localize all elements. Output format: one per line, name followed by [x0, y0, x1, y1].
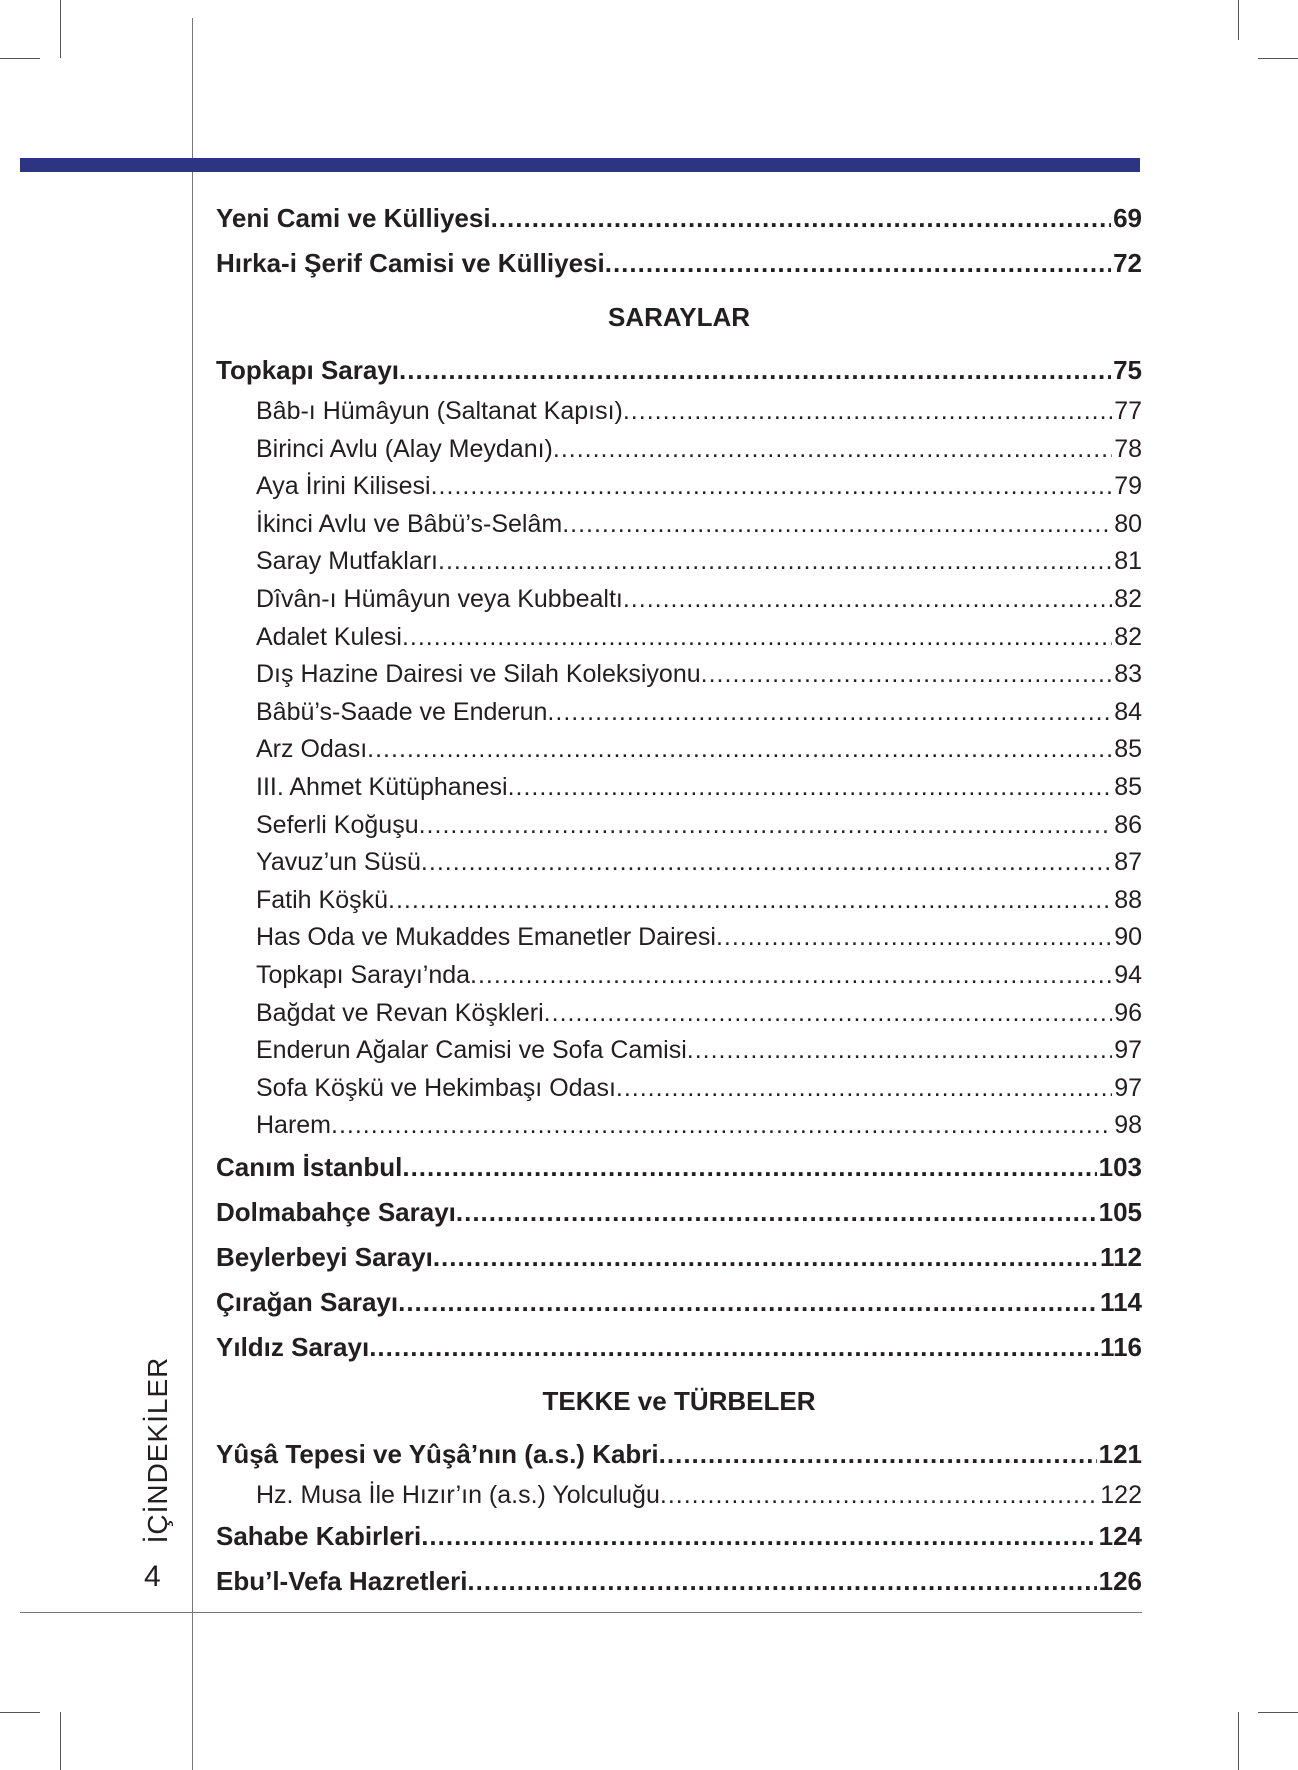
toc-subentry — [216, 506, 1142, 544]
margin-line — [192, 18, 193, 1770]
dot-leader — [331, 1107, 1112, 1145]
page-number: 4 — [144, 1560, 161, 1593]
entry-title: Ebu’l-Vefa Hazretleri — [216, 1566, 468, 1597]
entry-title: Yûşâ Tepesi ve Yûşâ’nın (a.s.) Kabri — [216, 1438, 659, 1469]
crop-mark — [0, 1712, 40, 1713]
toc-entry — [216, 1432, 1142, 1477]
entry-page: 81 — [1114, 547, 1142, 576]
entry-title: Saray Mutfakları — [256, 547, 439, 576]
entry-page: 86 — [1114, 810, 1142, 839]
dot-leader — [402, 619, 1112, 657]
dot-leader — [701, 656, 1113, 694]
entry-page: 82 — [1114, 622, 1142, 651]
entry-title: Aya İrini Kilisesi — [256, 472, 431, 501]
dot-leader — [398, 1280, 1098, 1325]
crop-mark — [1258, 58, 1298, 59]
footer-rule — [20, 1612, 1142, 1613]
entry-page: 94 — [1114, 960, 1142, 989]
dot-leader — [369, 1325, 1098, 1370]
entry-page: 112 — [1100, 1241, 1142, 1272]
toc-subentry — [216, 468, 1142, 506]
dot-leader — [421, 1514, 1096, 1559]
entry-title: Yavuz’un Süsü — [256, 848, 421, 877]
dot-leader — [547, 694, 1112, 732]
entry-page: 79 — [1114, 472, 1142, 501]
dot-leader — [431, 468, 1113, 506]
entry-title: Dîvân-ı Hümâyun veya Kubbealtı — [256, 584, 623, 613]
dot-leader — [616, 1070, 1112, 1108]
toc-subentry — [216, 1070, 1142, 1108]
toc-subentry — [216, 769, 1142, 807]
toc-subentry — [216, 694, 1142, 732]
entry-title: Arz Odası — [256, 735, 368, 764]
crop-mark — [1238, 0, 1239, 40]
toc-entry — [216, 241, 1142, 286]
entry-page: 84 — [1114, 697, 1142, 726]
toc-subentries — [216, 393, 1142, 1145]
side-running-title: İÇİNDEKİLER — [142, 1356, 173, 1544]
crop-mark — [0, 58, 40, 59]
section-heading-tekke: TEKKE ve TÜRBELER — [542, 1385, 816, 1416]
dot-leader — [716, 919, 1112, 957]
toc-subentry — [216, 957, 1142, 995]
entry-page: 85 — [1114, 772, 1142, 801]
entry-title: Dış Hazine Dairesi ve Silah Koleksiyonu — [256, 660, 701, 689]
entry-title: Bağdat ve Revan Köşkleri — [256, 998, 544, 1027]
entry-page: 75 — [1113, 355, 1142, 385]
entry-page: 121 — [1098, 1438, 1142, 1469]
toc-entry — [216, 1235, 1142, 1280]
toc-subentry — [216, 1107, 1142, 1145]
dot-leader — [659, 1432, 1097, 1477]
entry-page: 96 — [1114, 998, 1142, 1027]
entry-page: 87 — [1114, 848, 1142, 877]
entry-title: Fatih Köşkü — [256, 885, 389, 914]
entry-page: 80 — [1114, 509, 1142, 538]
entry-page: 69 — [1113, 203, 1142, 233]
toc-subentry — [216, 619, 1142, 657]
crop-mark — [1258, 1712, 1298, 1713]
entry-title: Dolmabahçe Sarayı — [216, 1196, 456, 1227]
toc-subentry — [216, 882, 1142, 920]
toc-entry — [216, 196, 1142, 241]
entry-title: Sahabe Kabirleri — [216, 1521, 422, 1552]
crop-mark — [1238, 1712, 1239, 1770]
table-of-contents — [216, 196, 1142, 1604]
entry-title: Canım İstanbul — [216, 1151, 403, 1182]
entry-title: III. Ahmet Kütüphanesi — [256, 772, 508, 801]
entry-title: Sofa Köşkü ve Hekimbaşı Odası — [256, 1073, 616, 1102]
entry-page: 85 — [1114, 735, 1142, 764]
toc-subentry — [216, 431, 1142, 469]
toc-group — [216, 1145, 1142, 1370]
toc-subentry — [216, 393, 1142, 431]
toc-entry — [216, 1280, 1142, 1325]
entry-page: 77 — [1114, 397, 1142, 425]
dot-leader — [660, 1477, 1098, 1515]
toc-subentry — [216, 543, 1142, 581]
toc-entry — [216, 348, 1142, 393]
toc-entry — [216, 1559, 1142, 1604]
entry-title: Beylerbeyi Sarayı — [216, 1241, 433, 1272]
entry-title: Harem — [256, 1111, 332, 1140]
dot-leader — [399, 348, 1111, 393]
entry-page: 90 — [1114, 923, 1142, 952]
entry-page: 98 — [1114, 1111, 1142, 1140]
toc-subentry — [216, 844, 1142, 882]
entry-title: Hz. Musa İle Hızır’ın (a.s.) Yolculuğu — [256, 1480, 660, 1509]
dot-leader — [433, 1235, 1098, 1280]
entry-page: 105 — [1098, 1196, 1142, 1227]
dot-leader — [456, 1190, 1097, 1235]
toc-subentry — [216, 581, 1142, 619]
entry-title: Çırağan Sarayı — [216, 1286, 399, 1317]
dot-leader — [605, 241, 1111, 286]
toc-subentry — [216, 731, 1142, 769]
dot-leader — [438, 543, 1112, 581]
entry-page: 88 — [1114, 885, 1142, 914]
entry-title: Topkapı Sarayı’nda — [256, 960, 471, 989]
entry-title: Has Oda ve Mukaddes Emanetler Dairesi — [256, 923, 716, 952]
toc-group — [216, 196, 1142, 286]
entry-page: 82 — [1114, 584, 1142, 613]
toc-entry — [216, 1190, 1142, 1235]
toc-subentry — [216, 1477, 1142, 1515]
entry-title: Enderun Ağalar Camisi ve Sofa Camisi — [256, 1036, 687, 1065]
entry-page: 97 — [1114, 1073, 1142, 1102]
entry-title: Bâb-ı Hümâyun (Saltanat Kapısı) — [256, 397, 623, 425]
entry-page: 83 — [1114, 660, 1142, 689]
dot-leader — [402, 1145, 1096, 1190]
dot-leader — [419, 807, 1113, 845]
toc-subentry — [216, 995, 1142, 1033]
entry-title: Yıldız Sarayı — [216, 1331, 370, 1362]
entry-title: Birinci Avlu (Alay Meydanı) — [256, 434, 553, 463]
header-accent-bar — [20, 158, 1140, 172]
toc-subentry — [216, 1032, 1142, 1070]
dot-leader — [553, 431, 1112, 469]
entry-page: 78 — [1114, 434, 1142, 463]
dot-leader — [388, 882, 1112, 920]
entry-page: 124 — [1098, 1521, 1142, 1552]
dot-leader — [544, 995, 1113, 1033]
toc-entry — [216, 1325, 1142, 1370]
entry-title: Yeni Cami ve Külliyesi — [216, 203, 491, 233]
entry-page: 122 — [1100, 1480, 1142, 1509]
dot-leader — [491, 196, 1112, 241]
crop-mark — [60, 1712, 61, 1770]
toc-subentry — [216, 656, 1142, 694]
entry-page: 72 — [1113, 248, 1142, 278]
dot-leader — [421, 844, 1112, 882]
dot-leader — [623, 393, 1112, 431]
dot-leader — [623, 581, 1112, 619]
toc-subentry — [216, 807, 1142, 845]
dot-leader — [508, 769, 1113, 807]
toc-entry — [216, 1145, 1142, 1190]
toc-group — [216, 1514, 1142, 1604]
dot-leader — [467, 1559, 1096, 1604]
toc-subentry — [216, 919, 1142, 957]
dot-leader — [367, 731, 1112, 769]
entry-page: 116 — [1100, 1331, 1142, 1362]
entry-page: 103 — [1098, 1151, 1142, 1182]
crop-mark — [60, 0, 61, 58]
dot-leader — [470, 957, 1112, 995]
section-heading-saraylar: SARAYLAR — [607, 302, 751, 332]
entry-title: Bâbü’s-Saade ve Enderun — [256, 697, 548, 726]
entry-page: 97 — [1114, 1036, 1142, 1065]
entry-title: Adalet Kulesi — [256, 622, 402, 651]
entry-title: Seferli Koğuşu — [256, 810, 419, 839]
entry-title: Hırka-i Şerif Camisi ve Külliyesi — [216, 248, 605, 278]
toc-entry — [216, 1514, 1142, 1559]
entry-title: Topkapı Sarayı — [216, 355, 400, 385]
entry-page: 114 — [1100, 1286, 1142, 1317]
dot-leader — [687, 1032, 1112, 1070]
dot-leader — [562, 506, 1112, 544]
entry-title: İkinci Avlu ve Bâbü’s-Selâm — [256, 509, 563, 538]
entry-page: 126 — [1098, 1566, 1142, 1597]
